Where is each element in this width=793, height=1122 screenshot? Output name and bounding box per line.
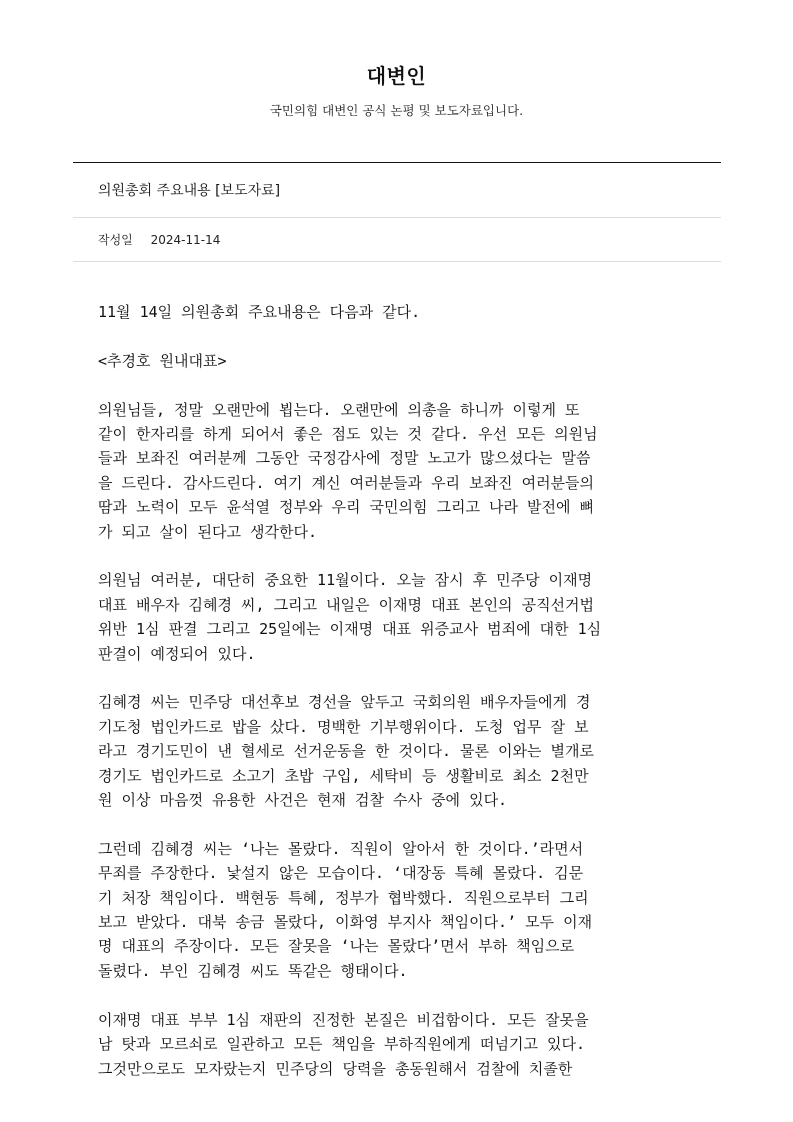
post-date: 2024-11-14 xyxy=(150,233,221,247)
body-paragraph: 이재명 대표 부부 1심 재판의 진정한 본질은 비겁함이다. 모든 잘못을 남 탓과 모르쇠로 일관하고 모든 책임을 부하직원에게 떠넘기고 있다. 그것만으로도 모자랐는지 민주당의 당력을 총동원해서 검찰에 치졸한 xyxy=(98,1010,589,1078)
post-meta xyxy=(98,231,220,249)
title-divider xyxy=(73,217,721,218)
post-body xyxy=(98,300,696,1081)
post-title: 의원총회 주요내용 [보도자료] xyxy=(98,183,281,199)
site-subtitle: 국민의힘 대변인 공식 논평 및 보도자료입니다. xyxy=(269,103,524,118)
date-label: 작성일 xyxy=(98,233,133,247)
meta-divider xyxy=(73,261,721,262)
body-paragraph: <추경호 원내대표> xyxy=(98,351,227,370)
body-paragraph: 의원님들, 정말 오랜만에 뵙는다. 오랜만에 의총을 하니까 이렇게 또 같이 한자리를 하게 되어서 좋은 점도 있는 것 같다. 우선 모든 의원님 들과 보좌진 여러분께 그동안 국정감사에 정말 노고가 많으셨다는 말씀 을 드린다. 감사드린다. 여기 계신 여러분들과 우리 보좌진 여러분들의 땀과 노력이 모두 윤석열 정부와 우리 국민의힘 그리고 나라 발전에 뼈 가 되고 살이 된다고 생각한다. xyxy=(98,400,598,541)
site-title[interactable]: 대변인 xyxy=(366,64,427,88)
body-paragraph: 그런데 김혜경 씨는 ‘나는 몰랐다. 직원이 알아서 한 것이다.’라면서 무죄를 주장한다. 낯설지 않은 모습이다. ‘대장동 특혜 몰랐다. 김문 기 처장 책임이다. 백현동 특혜, 정부가 협박했다. 직원으로부터 그리 보고 받았다. 대북 송금 몰랐다, 이화영 부지사 책임이다.’ 모두 이재 명 대표의 주장이다. 모든 잘못을 ‘나는 몰랐다’면서 부하 책임으로 돌렸다. 부인 김혜경 씨도 똑같은 행태이다. xyxy=(98,839,593,980)
body-paragraph: 김혜경 씨는 민주당 대선후보 경선을 앞두고 국회의원 배우자들에게 경 기도청 법인카드로 밥을 샀다. 명백한 기부행위이다. 도청 업무 잘 보 라고 경기도민이 낸 혈세로 선거운동을 한 것이다. 물론 이와는 별개로 경기도 법인카드로 소고기 초밥 구입, 세탁비 등 생활비로 최소 2천만 원 이상 마음껏 유용한 사건은 현재 검찰 수사 중에 있다. xyxy=(98,693,595,810)
body-paragraph: 의원님 여러분, 대단히 중요한 11월이다. 오늘 잠시 후 민주당 이재명 대표 배우자 김혜경 씨, 그리고 내일은 이재명 대표 본인의 공직선거법 위반 1심 판결 그리고 25일에는 이재명 대표 위증교사 범죄에 대한 1심 판결이 예정되어 있다. xyxy=(98,571,602,663)
body-paragraph: 11월 14일 의원총회 주요내용은 다음과 같다. xyxy=(98,303,421,321)
header-divider xyxy=(73,162,721,163)
